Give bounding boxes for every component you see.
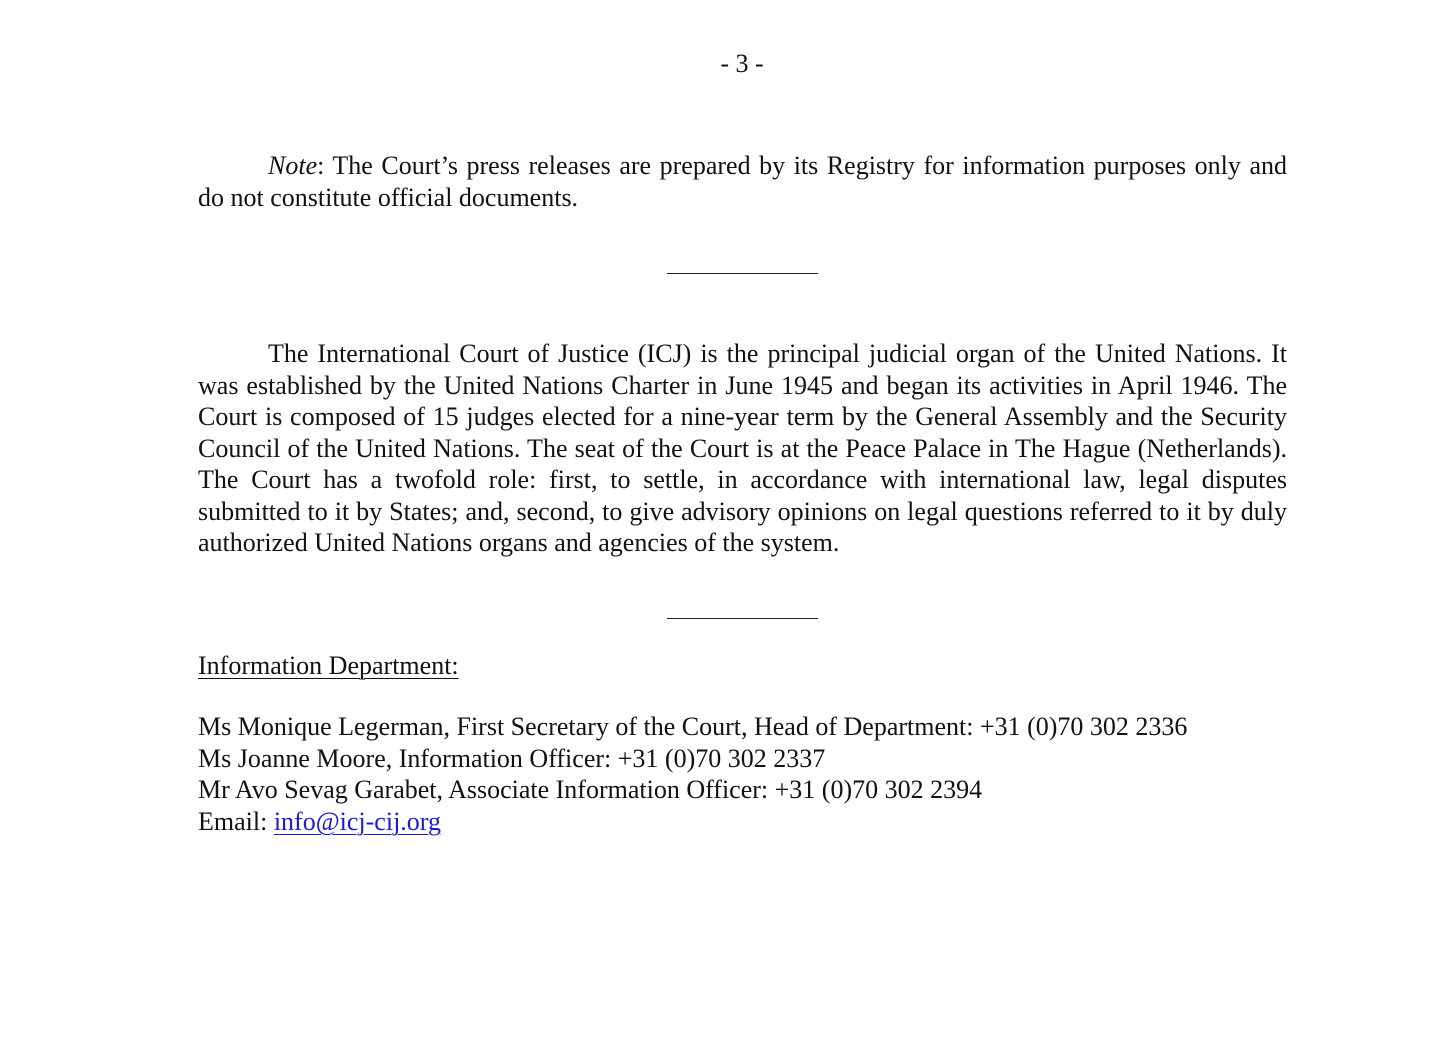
- section-separator: [667, 618, 818, 619]
- contact-list: [198, 711, 1298, 837]
- email-label: Email:: [198, 806, 274, 836]
- note-label: Note: [268, 151, 318, 180]
- contact-line: Ms Joanne Moore, Information Officer: +31 (0)70 302 2337: [198, 743, 826, 773]
- about-icj-paragraph: [198, 338, 1287, 559]
- contact-line: Mr Avo Sevag Garabet, Associate Information Officer: +31 (0)70 302 2394: [198, 775, 983, 804]
- email-link[interactable]: info@icj-cij.org: [273, 806, 441, 836]
- section-separator: [667, 273, 818, 274]
- note-paragraph: [198, 150, 1287, 213]
- information-department-heading: Information Department:: [198, 651, 459, 680]
- note-text: : The Court’s press releases are prepared by its Registry for information purposes only and do not constitute official documents.: [198, 151, 1287, 212]
- email-line: [198, 806, 1298, 838]
- about-icj-text: The International Court of Justice (ICJ) is the principal judicial organ of the United Nations. It was established by the United Nations Charter in June 1945 and began its activities in April 1946. The Court is composed of 15 judges elected for a nine-year term by the General Assembly and the Security Council of the United Nations. The seat of the Court is at the Peace Palace in The Hague (Netherlands). The Court has a twofold role: first, to settle, in accordance with international law, legal disputes submitted to it by States; and, second, to give advisory opinions on legal questions referred to it by duly authorized United Nations organs and agencies of the system.: [198, 339, 1287, 557]
- contact-line: Ms Monique Legerman, First Secretary of the Court, Head of Department: +31 (0)70 302 2336: [198, 712, 1188, 741]
- page-number: - 3 -: [720, 49, 764, 78]
